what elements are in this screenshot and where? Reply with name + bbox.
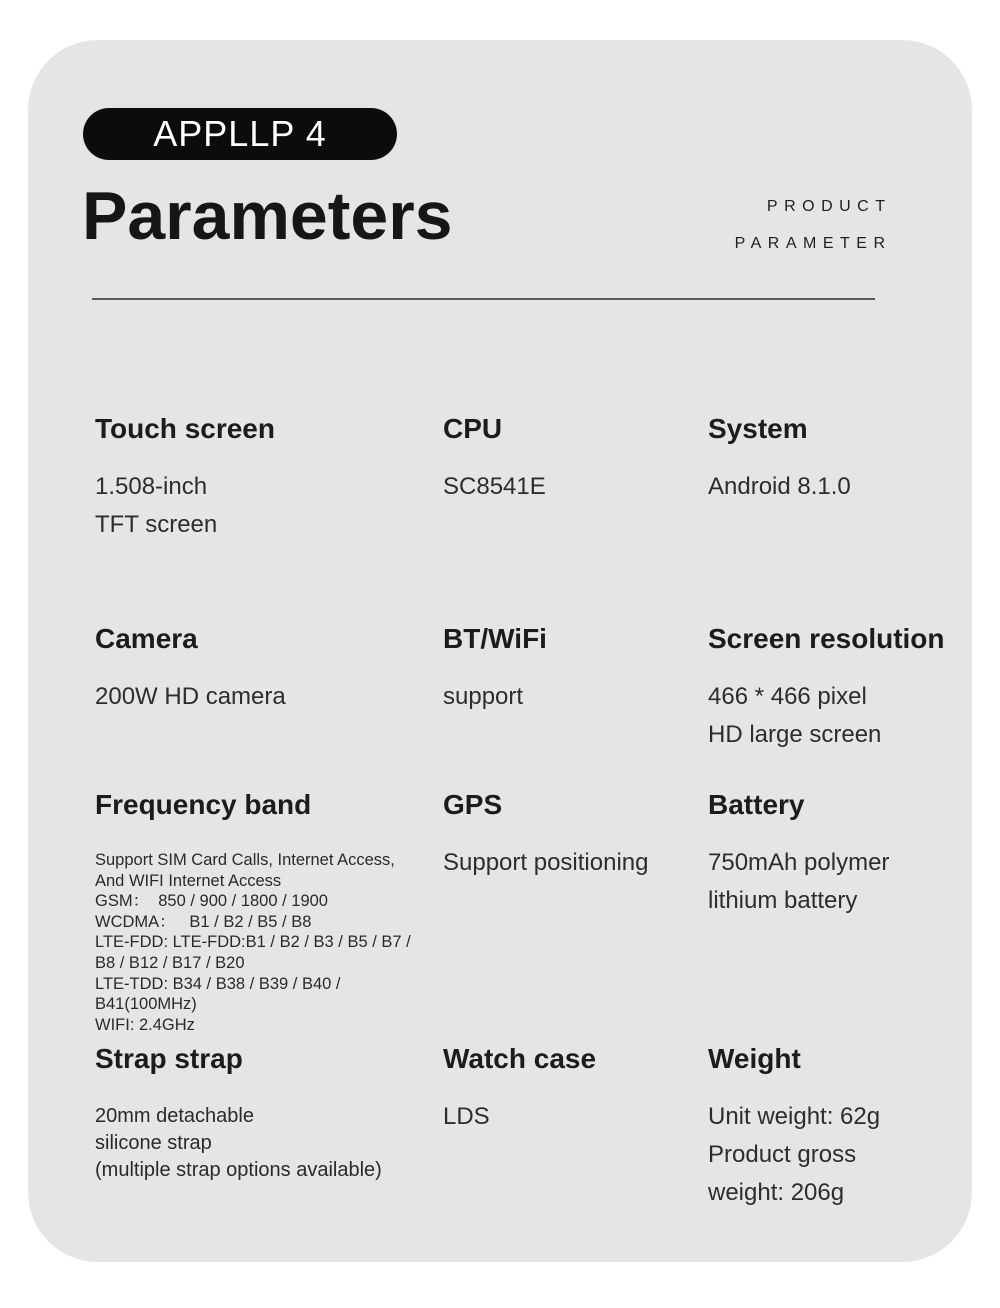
spec-heading-battery: Battery bbox=[708, 789, 805, 820]
spec-line: SC8541E bbox=[443, 473, 546, 500]
subtitle-line-1: PRODUCT bbox=[766, 198, 892, 215]
spec-line: LTE-FDD: LTE-FDD:B1 / B2 / B3 / B5 / B7 / bbox=[95, 933, 411, 952]
spec-heading-cpu: CPU bbox=[443, 413, 503, 444]
spec-line: Android 8.1.0 bbox=[708, 473, 851, 500]
spec-body-battery bbox=[708, 844, 948, 920]
spec-line: 1.508-inch bbox=[95, 473, 208, 500]
spec-body-strap bbox=[95, 1103, 443, 1184]
spec-heading-frequency-band: Frequency band bbox=[95, 789, 312, 820]
spec-touch-screen bbox=[95, 412, 443, 622]
spec-line: support bbox=[443, 683, 524, 710]
spec-body-weight bbox=[708, 1098, 948, 1212]
model-badge bbox=[83, 108, 397, 160]
spec-body-touch-screen bbox=[95, 468, 443, 544]
spec-gps bbox=[443, 788, 708, 1042]
spec-body-frequency-band bbox=[95, 850, 443, 1035]
spec-weight bbox=[708, 1042, 948, 1212]
header-divider bbox=[92, 298, 875, 300]
spec-heading-strap: Strap strap bbox=[95, 1043, 243, 1074]
spec-heading-touch-screen: Touch screen bbox=[95, 413, 275, 444]
spec-line: silicone strap bbox=[95, 1132, 212, 1154]
subtitle bbox=[734, 188, 892, 262]
spec-line: weight: 206g bbox=[708, 1179, 845, 1206]
spec-line: B8 / B12 / B17 / B20 bbox=[95, 953, 245, 972]
spec-heading-gps: GPS bbox=[443, 789, 503, 820]
spec-body-watch-case bbox=[443, 1098, 708, 1136]
spec-heading-weight: Weight bbox=[708, 1043, 801, 1074]
spec-system bbox=[708, 412, 948, 622]
spec-line: LDS bbox=[443, 1103, 490, 1130]
spec-line: And WIFI Internet Access bbox=[95, 871, 282, 890]
spec-screen-resolution bbox=[708, 622, 948, 788]
spec-line: (multiple strap options available) bbox=[95, 1159, 382, 1181]
spec-body-screen-resolution bbox=[708, 678, 948, 754]
spec-camera bbox=[95, 622, 443, 788]
spec-line: Support SIM Card Calls, Internet Access, bbox=[95, 851, 395, 869]
spec-line: WCDMA： B1 / B2 / B5 / B8 bbox=[95, 912, 312, 931]
parameter-card bbox=[28, 40, 972, 1262]
spec-line: Product gross bbox=[708, 1141, 857, 1168]
spec-body-system bbox=[708, 468, 948, 506]
spec-line: Unit weight: 62g bbox=[708, 1103, 881, 1130]
spec-frequency-band bbox=[95, 788, 443, 1042]
spec-line: GSM： 850 / 900 / 1800 / 1900 bbox=[95, 892, 328, 911]
subtitle-line-2: PARAMETER bbox=[734, 235, 892, 252]
spec-heading-bt-wifi: BT/WiFi bbox=[443, 623, 547, 654]
spec-line: 200W HD camera bbox=[95, 683, 286, 710]
spec-battery bbox=[708, 788, 948, 1042]
spec-line: WIFI: 2.4GHz bbox=[95, 1015, 195, 1034]
spec-body-camera bbox=[95, 678, 443, 716]
spec-line: LTE-TDD: B34 / B38 / B39 / B40 / B41(100MHz) bbox=[95, 974, 346, 1014]
spec-body-gps bbox=[443, 844, 708, 882]
spec-bt-wifi bbox=[443, 622, 708, 788]
spec-body-bt-wifi bbox=[443, 678, 708, 716]
spec-line: 750mAh polymer bbox=[708, 849, 890, 876]
spec-line: TFT screen bbox=[95, 511, 218, 538]
spec-heading-system: System bbox=[708, 413, 808, 444]
spec-strap bbox=[95, 1042, 443, 1212]
model-badge-label: APPLLP 4 bbox=[153, 113, 327, 154]
spec-heading-camera: Camera bbox=[95, 623, 198, 654]
spec-body-cpu bbox=[443, 468, 708, 506]
spec-heading-watch-case: Watch case bbox=[443, 1043, 597, 1074]
spec-cpu bbox=[443, 412, 708, 622]
spec-line: 466 * 466 pixel bbox=[708, 683, 867, 710]
spec-line: 20mm detachable bbox=[95, 1105, 254, 1127]
spec-line: lithium battery bbox=[708, 887, 858, 914]
spec-watch-case bbox=[443, 1042, 708, 1212]
spec-line: Support positioning bbox=[443, 849, 649, 876]
spec-heading-screen-resolution: Screen resolution bbox=[708, 623, 945, 654]
spec-line: HD large screen bbox=[708, 721, 882, 748]
page-title: Parameters bbox=[82, 178, 453, 254]
spec-grid bbox=[95, 412, 948, 1212]
